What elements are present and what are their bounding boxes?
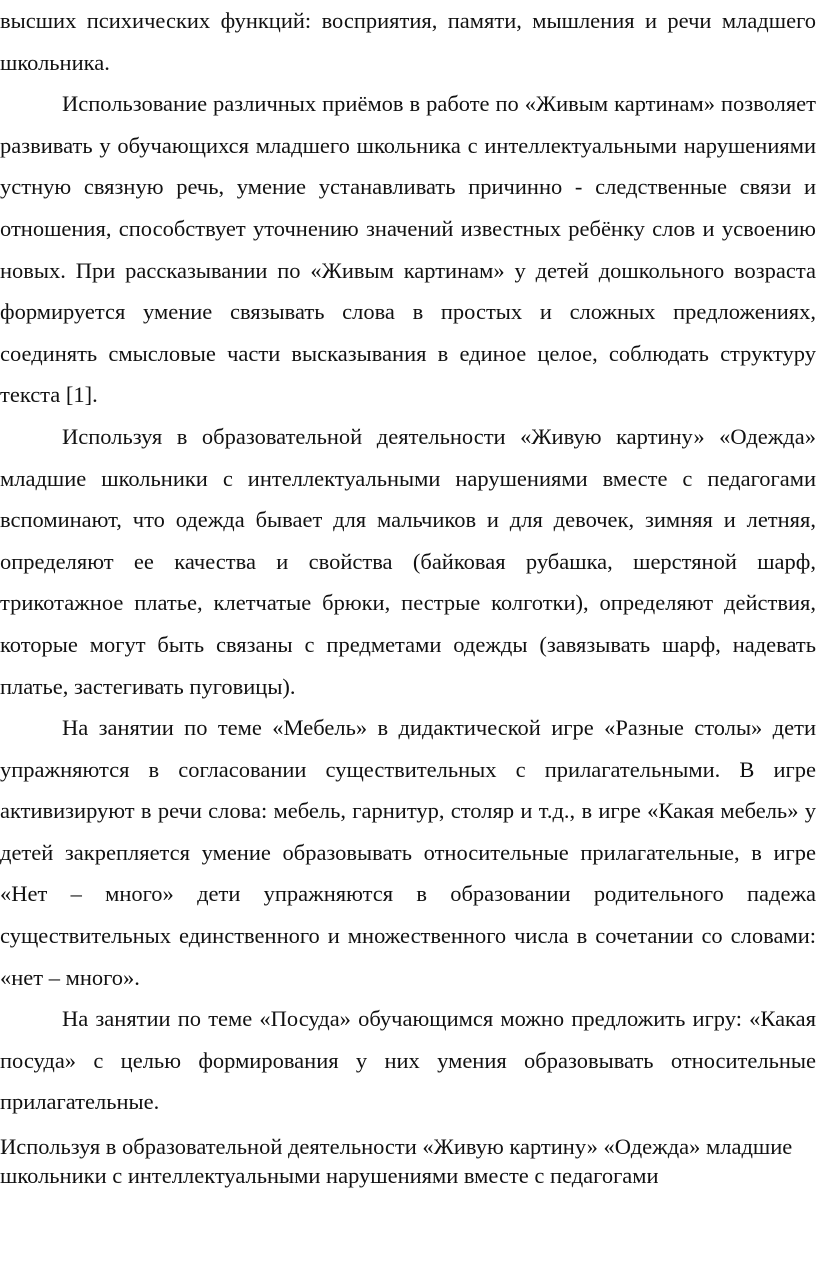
excerpt-text: Используя в образовательной деятельности «Живую картину» «Одежда» младшие школьники с интеллектуальными нарушениями вместе с педагогами — [0, 1134, 793, 1189]
paragraph-2: Использование различных приёмов в работе по «Живым картинам» позволяет развивать у обучающихся младшего школьника с интеллектуальными нарушениями устную связную речь, умение устанавливать причинно - следственные связи и отношения, способствует уточнению значений известных ребёнку слов и усвоению новых. При рассказывании по «Живым картинам» у детей дошкольного возраста формируется умение связывать слова в простых и сложных предложениях, соединять смысловые части высказывания в единое целое, соблюдать структуру текста [1]. — [0, 91, 816, 408]
paragraph-1: высших психических функций: восприятия, памяти, мышления и речи младшего школьника. — [0, 8, 816, 75]
paragraph-5: На занятии по теме «Посуда» обучающимся можно предложить игру: «Какая посуда» с целью формирования у них умения образовывать относительные прилагательные. — [0, 1006, 816, 1115]
paragraph-4: На занятии по теме «Мебель» в дидактической игре «Разные столы» дети упражняются в согласовании существительных с прилагательными. В игре активизируют в речи слова: мебель, гарнитур, столяр и т.д., в игре «Какая мебель» у детей закрепляется умение образовывать относительные прилагательные, в игре «Нет – много» дети упражняются в образовании родительного падежа существительных единственного и множественного числа в сочетании со словами: «нет – много». — [0, 715, 816, 990]
paragraph-3: Используя в образовательной деятельности «Живую картину» «Одежда» младшие школьники с интеллектуальными нарушениями вместе с педагогами вспоминают, что одежда бывает для мальчиков и для девочек, зимняя и летняя, определяют ее качества и свойства (байковая рубашка, шерстяной шарф, трикотажное платье, клетчатые брюки, пестрые колготки), определяют действия, которые могут быть связаны с предметами одежды (завязывать шарф, надевать платье, застегивать пуговицы). — [0, 423, 816, 699]
